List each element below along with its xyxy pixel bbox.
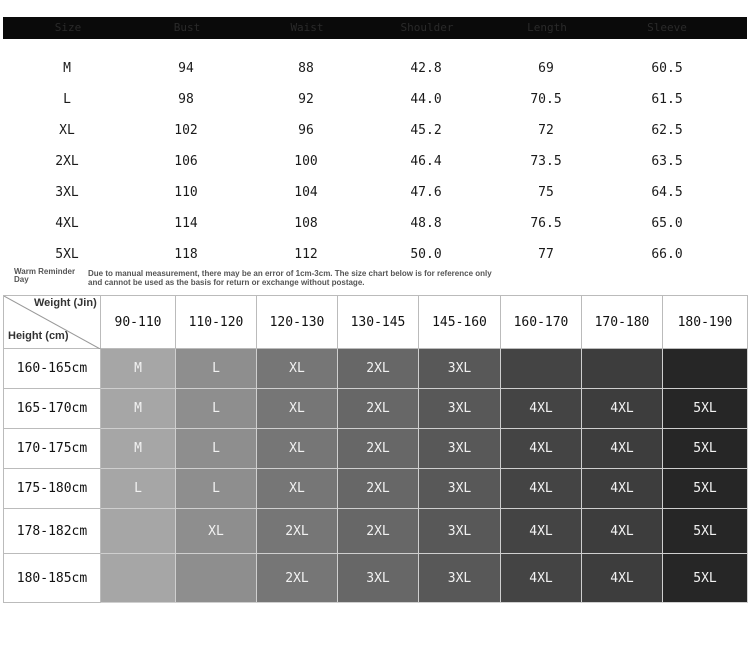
size-cell: 65.0 bbox=[651, 216, 683, 231]
size-guide-cell: 4XL bbox=[582, 389, 663, 429]
size-guide-cell: 5XL bbox=[663, 429, 748, 469]
size-guide-cell: 4XL bbox=[582, 554, 663, 603]
header-sleeve: Sleeve bbox=[647, 21, 687, 34]
size-guide-cell: L bbox=[176, 469, 257, 509]
height-header: 160-165cm bbox=[3, 349, 101, 389]
size-cell: 60.5 bbox=[651, 61, 683, 76]
size-guide-cell: M bbox=[101, 349, 176, 389]
size-cell: 106 bbox=[174, 154, 198, 169]
size-guide-cell: L bbox=[176, 389, 257, 429]
corner-height-label: Height (cm) bbox=[8, 330, 69, 342]
size-guide-cell: 3XL bbox=[419, 509, 501, 554]
size-cell: 45.2 bbox=[410, 123, 442, 138]
size-guide-cell: 5XL bbox=[663, 389, 748, 429]
size-table-header-bar bbox=[3, 17, 747, 39]
size-guide-cell: XL bbox=[176, 509, 257, 554]
size-guide-cell: 4XL bbox=[501, 389, 582, 429]
size-guide-cell: 4XL bbox=[582, 429, 663, 469]
header-bust: Bust bbox=[173, 21, 201, 34]
size-cell: 63.5 bbox=[651, 154, 683, 169]
size-cell: 50.0 bbox=[410, 247, 442, 262]
size-cell: 64.5 bbox=[651, 185, 683, 200]
size-guide-cell: 4XL bbox=[501, 469, 582, 509]
size-cell: 42.8 bbox=[410, 61, 442, 76]
size-guide-cell: 3XL bbox=[419, 349, 501, 389]
size-cell: 2XL bbox=[55, 154, 79, 169]
size-guide-cell: 5XL bbox=[663, 469, 748, 509]
weight-header: 170-180 bbox=[582, 295, 663, 349]
weight-header: 90-110 bbox=[101, 295, 176, 349]
size-guide-grid bbox=[3, 295, 748, 603]
header-waist: Waist bbox=[290, 21, 324, 34]
size-cell: 70.5 bbox=[530, 92, 562, 107]
size-row bbox=[0, 90, 750, 110]
size-cell: 66.0 bbox=[651, 247, 683, 262]
size-row bbox=[0, 121, 750, 141]
size-cell: 102 bbox=[174, 123, 198, 138]
size-cell: 112 bbox=[294, 247, 318, 262]
size-guide-cell: 2XL bbox=[257, 509, 338, 554]
size-guide-cell: 3XL bbox=[419, 429, 501, 469]
note-label: Warm Reminder Day bbox=[14, 267, 76, 284]
size-guide-cell: 4XL bbox=[582, 469, 663, 509]
size-guide-cell: 2XL bbox=[338, 349, 419, 389]
size-cell: 77 bbox=[538, 247, 554, 262]
height-header: 180-185cm bbox=[3, 554, 101, 603]
size-guide-cell: M bbox=[101, 429, 176, 469]
size-cell: 88 bbox=[298, 61, 314, 76]
weight-header: 130-145 bbox=[338, 295, 419, 349]
size-guide-cell: XL bbox=[257, 429, 338, 469]
size-guide-cell: 4XL bbox=[501, 554, 582, 603]
header-shoulder: Shoulder bbox=[400, 21, 454, 34]
size-cell: 100 bbox=[294, 154, 318, 169]
header-size: Size bbox=[54, 21, 82, 34]
size-guide-cell: 5XL bbox=[663, 509, 748, 554]
size-cell: XL bbox=[59, 123, 75, 138]
size-guide-cell: 2XL bbox=[338, 509, 419, 554]
weight-header: 145-160 bbox=[419, 295, 501, 349]
size-guide-cell bbox=[101, 509, 176, 554]
size-cell: 62.5 bbox=[651, 123, 683, 138]
height-header: 175-180cm bbox=[3, 469, 101, 509]
size-cell: M bbox=[63, 61, 71, 76]
weight-header: 110-120 bbox=[176, 295, 257, 349]
corner-weight-label: Weight (Jin) bbox=[34, 297, 97, 309]
size-cell: 3XL bbox=[55, 185, 79, 200]
size-guide-cell: 3XL bbox=[338, 554, 419, 603]
size-row bbox=[0, 245, 750, 265]
size-guide-cell bbox=[501, 349, 582, 389]
size-guide-cell bbox=[582, 349, 663, 389]
size-guide-cell: L bbox=[101, 469, 176, 509]
size-cell: 61.5 bbox=[651, 92, 683, 107]
size-guide-cell: 3XL bbox=[419, 389, 501, 429]
size-guide-cell: 5XL bbox=[663, 554, 748, 603]
height-header: 178-182cm bbox=[3, 509, 101, 554]
size-guide-cell: 4XL bbox=[582, 509, 663, 554]
size-guide-cell: 3XL bbox=[419, 469, 501, 509]
size-guide-cell: 4XL bbox=[501, 429, 582, 469]
size-guide-cell: XL bbox=[257, 469, 338, 509]
size-guide-cell bbox=[176, 554, 257, 603]
size-cell: 48.8 bbox=[410, 216, 442, 231]
size-cell: 44.0 bbox=[410, 92, 442, 107]
size-guide-cell: L bbox=[176, 349, 257, 389]
size-cell: 69 bbox=[538, 61, 554, 76]
size-guide-cell: 3XL bbox=[419, 554, 501, 603]
size-cell: 114 bbox=[174, 216, 198, 231]
header-length: Length bbox=[527, 21, 567, 34]
size-cell: 4XL bbox=[55, 216, 79, 231]
size-guide-cell: 2XL bbox=[338, 429, 419, 469]
height-header: 165-170cm bbox=[3, 389, 101, 429]
size-cell: 118 bbox=[174, 247, 198, 262]
size-guide-cell: XL bbox=[257, 349, 338, 389]
size-guide-cell: 2XL bbox=[257, 554, 338, 603]
height-header: 170-175cm bbox=[3, 429, 101, 469]
size-cell: 72 bbox=[538, 123, 554, 138]
size-cell: 96 bbox=[298, 123, 314, 138]
size-cell: 5XL bbox=[55, 247, 79, 262]
size-guide-cell: L bbox=[176, 429, 257, 469]
size-cell: 104 bbox=[294, 185, 318, 200]
size-guide-cell: 2XL bbox=[338, 389, 419, 429]
size-cell: 73.5 bbox=[530, 154, 562, 169]
size-row bbox=[0, 214, 750, 234]
size-guide-cell: 2XL bbox=[338, 469, 419, 509]
weight-header: 120-130 bbox=[257, 295, 338, 349]
size-cell: 46.4 bbox=[410, 154, 442, 169]
size-cell: 94 bbox=[178, 61, 194, 76]
size-row bbox=[0, 183, 750, 203]
weight-header: 180-190 bbox=[663, 295, 748, 349]
grid-corner bbox=[3, 295, 101, 349]
size-cell: 110 bbox=[174, 185, 198, 200]
size-cell: 47.6 bbox=[410, 185, 442, 200]
size-cell: L bbox=[63, 92, 71, 107]
size-row bbox=[0, 59, 750, 79]
size-cell: 76.5 bbox=[530, 216, 562, 231]
size-cell: 92 bbox=[298, 92, 314, 107]
size-cell: 108 bbox=[294, 216, 318, 231]
note-text: Due to manual measurement, there may be an error of 1cm-3cm. The size chart below is for reference only and cannot be used as the basis for return or exchange without postage. bbox=[88, 269, 492, 287]
size-cell: 98 bbox=[178, 92, 194, 107]
size-row bbox=[0, 152, 750, 172]
size-guide-cell: 4XL bbox=[501, 509, 582, 554]
size-cell: 75 bbox=[538, 185, 554, 200]
size-guide-cell: M bbox=[101, 389, 176, 429]
size-guide-cell bbox=[101, 554, 176, 603]
size-guide-cell: XL bbox=[257, 389, 338, 429]
size-guide-cell bbox=[663, 349, 748, 389]
weight-header: 160-170 bbox=[501, 295, 582, 349]
